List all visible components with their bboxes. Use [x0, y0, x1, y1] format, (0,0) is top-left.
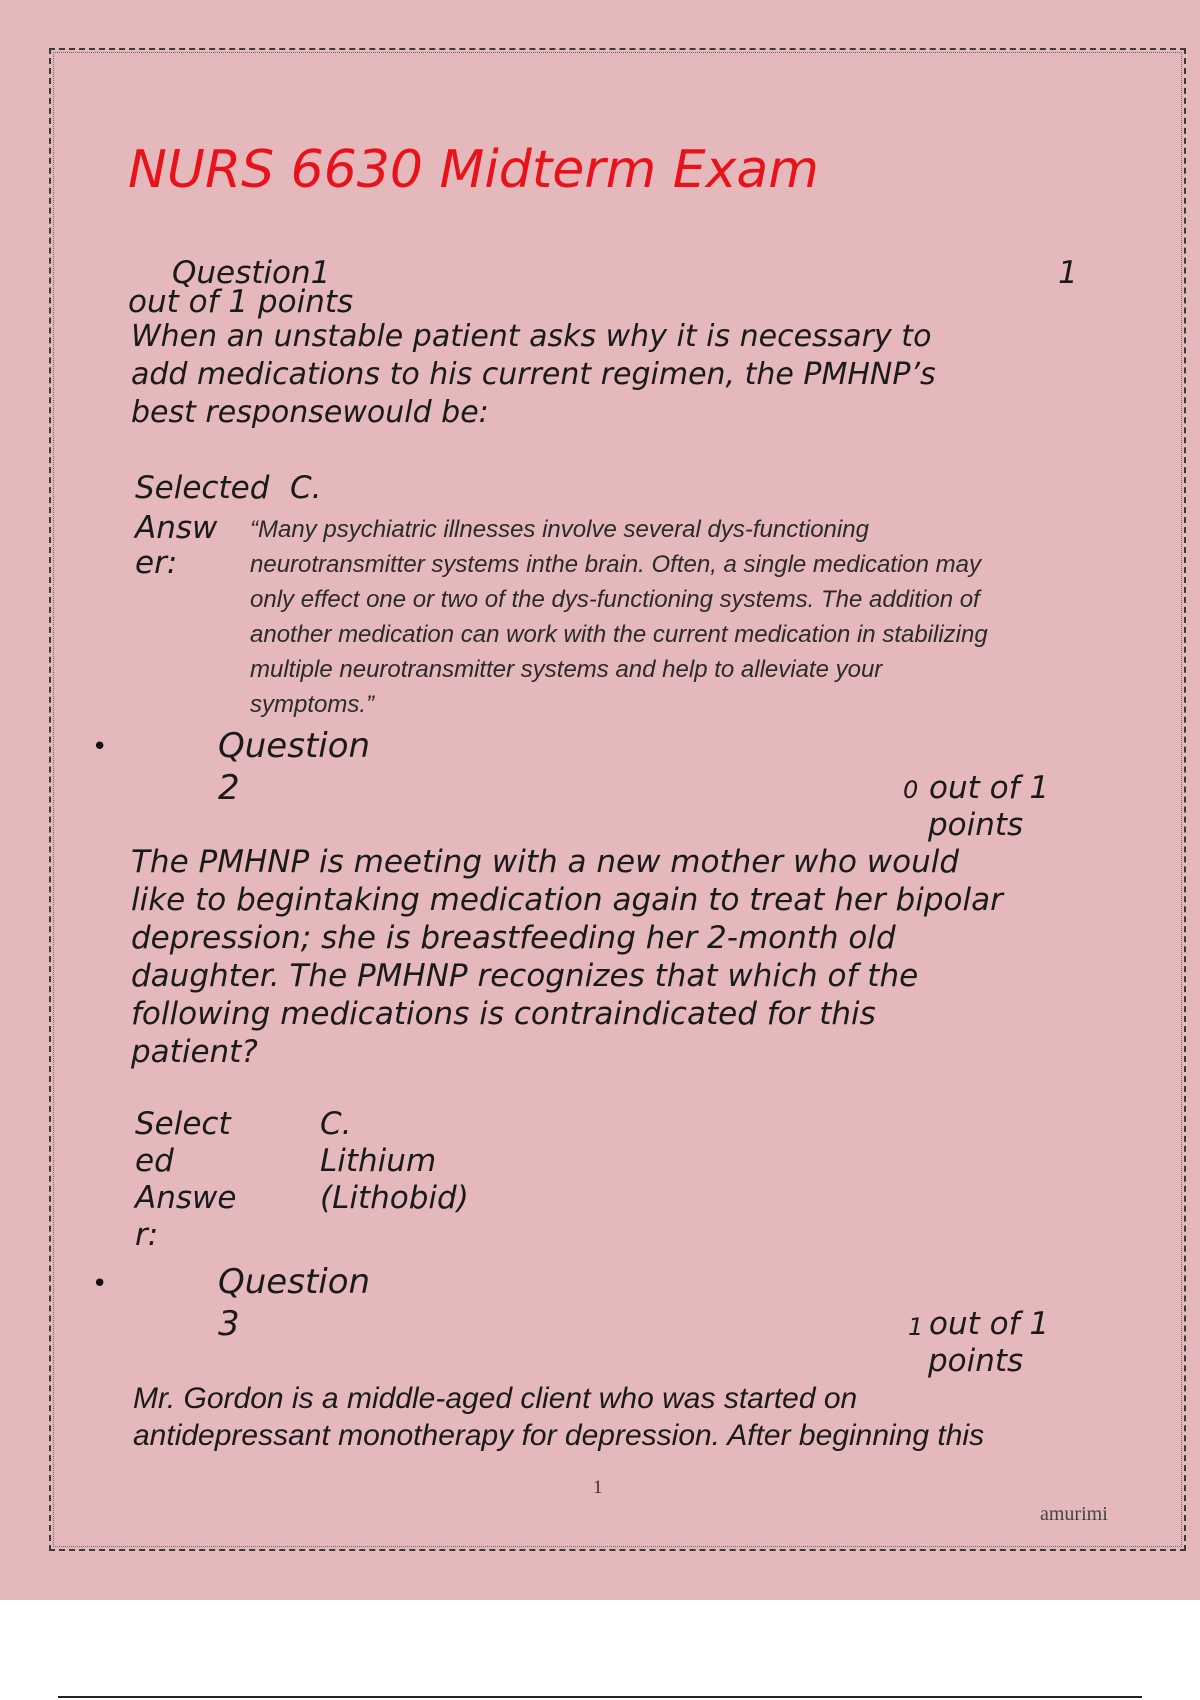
- question-1-text-line: best responsewould be:: [131, 395, 489, 430]
- question-2-score-number: 0: [903, 776, 919, 804]
- bottom-divider: [58, 1696, 1142, 1698]
- bullet-icon: •: [92, 1269, 108, 1299]
- selected-label-line: r:: [135, 1217, 159, 1253]
- question-2-number: 2: [218, 768, 240, 808]
- question-2-text-line: The PMHNP is meeting with a new mother who would: [131, 844, 960, 880]
- question-1-text: [131, 318, 936, 432]
- bullet-icon: •: [92, 732, 108, 762]
- question-3-score-number: 1: [908, 1313, 924, 1341]
- answer-line: symptoms.”: [250, 691, 375, 718]
- question-3-text: [133, 1380, 984, 1454]
- document-title: NURS 6630 Midterm Exam: [128, 140, 819, 200]
- question-1-score: out of 1 points: [128, 284, 354, 320]
- question-1-answer-text: [250, 512, 988, 722]
- question-1-label: Question1: [172, 255, 331, 291]
- answer-line: only effect one or two of the dys-functioning systems. The addition of: [250, 586, 980, 613]
- question-3-number: 3: [218, 1304, 240, 1344]
- question-3-label: Question: [218, 1262, 371, 1302]
- question-2-selected-label: [135, 1106, 236, 1254]
- question-2-text: [131, 843, 1003, 1071]
- selected-answer-line: C.: [320, 1106, 352, 1142]
- question-2-text-line: following medications is contraindicated for this: [131, 996, 876, 1032]
- question-1-selected-label: Answ: [135, 510, 218, 546]
- question-1-selected-choice: C.: [290, 470, 322, 506]
- answer-line: another medication can work with the current medication in stabilizing: [250, 621, 988, 648]
- question-1-selected-label: Selected: [135, 470, 270, 506]
- answer-line: multiple neurotransmitter systems and help to alleviate your: [250, 656, 883, 683]
- answer-line: neurotransmitter systems inthe brain. Often, a single medication may: [250, 551, 981, 578]
- question-1-selected-label: er:: [135, 545, 178, 581]
- question-2-text-line: like to begintaking medication again to treat her bipolar: [131, 882, 1003, 918]
- answer-line: “Many psychiatric illnesses involve several dys-functioning: [250, 516, 869, 543]
- question-2-score-unit: points: [928, 807, 1024, 843]
- selected-label-line: ed: [135, 1143, 174, 1179]
- selected-answer-line: Lithium: [320, 1143, 437, 1179]
- question-2-selected-answer: [320, 1106, 469, 1217]
- question-2-text-line: depression; she is breastfeeding her 2-month old: [131, 920, 896, 956]
- question-2-label: Question: [218, 726, 371, 766]
- selected-label-line: Answe: [135, 1180, 237, 1216]
- question-3-text-line: antidepressant monotherapy for depression. After beginning this: [133, 1419, 985, 1452]
- question-2-score: out of 1: [929, 770, 1050, 806]
- question-2-text-line: patient?: [131, 1034, 258, 1070]
- question-3-score: out of 1: [929, 1306, 1050, 1342]
- question-1-text-line: add medications to his current regimen, the PMHNP’s: [131, 357, 936, 392]
- watermark: amurimi: [1040, 1503, 1108, 1525]
- question-1-score-number: 1: [1058, 255, 1078, 291]
- selected-answer-line: (Lithobid): [320, 1180, 469, 1216]
- question-1-text-line: When an unstable patient asks why it is necessary to: [131, 319, 932, 354]
- question-3-score-unit: points: [928, 1343, 1024, 1379]
- question-2-text-line: daughter. The PMHNP recognizes that which of the: [131, 958, 919, 994]
- question-3-text-line: Mr. Gordon is a middle-aged client who was started on: [133, 1382, 858, 1415]
- page-number: 1: [593, 1477, 603, 1498]
- selected-label-line: Select: [135, 1106, 231, 1142]
